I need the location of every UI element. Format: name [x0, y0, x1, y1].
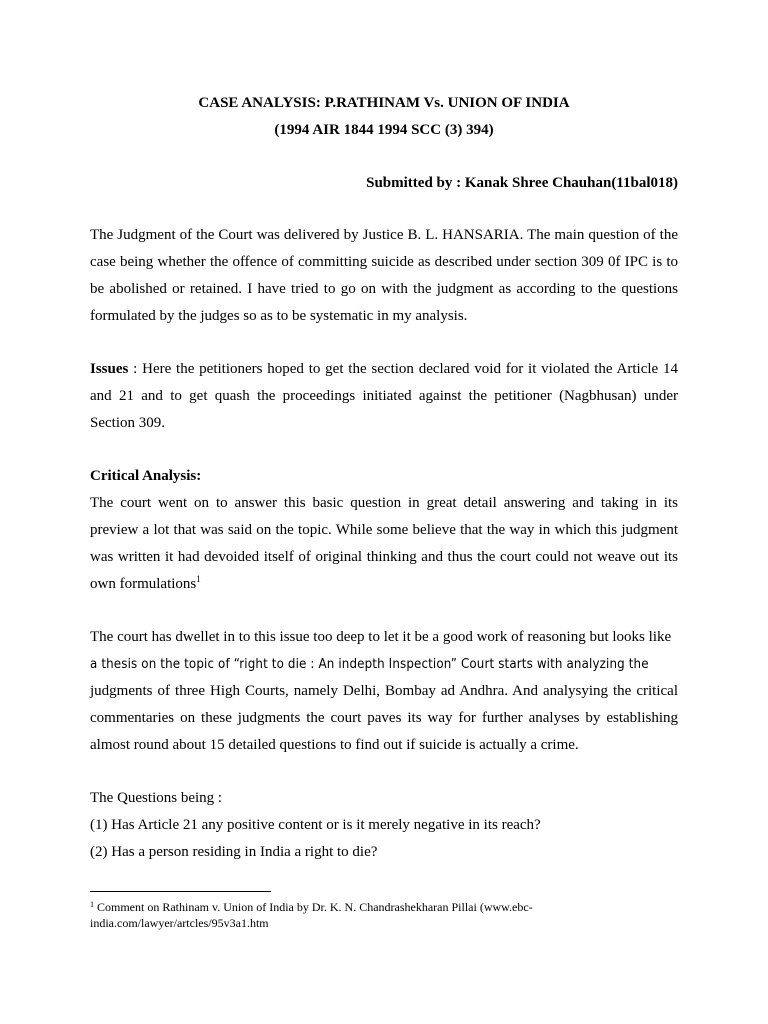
footnote-reference: 1 [196, 574, 201, 584]
question-item-2: (2) Has a person residing in India a right to die? [90, 844, 378, 860]
issues-label: Issues [90, 361, 129, 377]
critical-analysis-text: The court went on to answer this basic question in great detail answering and taking in its preview a lot that was said on the topic. While some believe that the way in which this judgment was written it had devoided itself of original thinking and thus the court could not weave out its own formulations [90, 495, 678, 592]
critical-analysis-heading: Critical Analysis: [90, 468, 202, 484]
court-line-1: The court has dwellet in to this issue too deep to let it be a good work of reasoning but looks like [90, 629, 672, 645]
critical-analysis-paragraph [90, 490, 678, 598]
intro-paragraph: The Judgment of the Court was delivered by Justice B. L. HANSARIA. The main question of the case being whether the offence of committing suicide as described under section 309 0f IPC is to be abolished or retained. I have tried to go on with the judgment as according to the questions formulated by the judges so as to be systematic in my analysis. [90, 227, 678, 324]
footnote [90, 899, 540, 931]
case-citation: (1994 AIR 1844 1994 SCC (3) 394) [274, 122, 494, 138]
issues-text: : Here the petitioners hoped to get the section declared void for it violated the Article 14 and 21 and to get quash the proceedings initiated against the petitioner (Nagbhusan) under Section 309. [90, 361, 678, 431]
submitted-by: Submitted by : Kanak Shree Chauhan(11bal018) [366, 175, 678, 191]
court-paragraph-rest: judgments of three High Courts, namely Delhi, Bombay ad Andhra. And analysying the critical commentaries on these judgments the court paves its way for further analyses by establishing almost round about 15 detailed questions to find out if suicide is actually a crime. [90, 683, 678, 753]
issues-paragraph [90, 356, 678, 437]
footnote-number: 1 [90, 900, 94, 909]
footnote-text: Comment on Rathinam v. Union of India by Dr. K. N. Chandrashekharan Pillai (www.ebc-india.com/lawyer/artcles/95v3a1.htm [90, 900, 533, 930]
court-paragraph [90, 624, 678, 759]
document-title: CASE ANALYSIS: P.RATHINAM Vs. UNION OF INDIA [198, 95, 570, 111]
court-line-2: a thesis on the topic of “right to die : An indepth Inspection” Court starts with analyzing the [90, 657, 649, 672]
footnote-separator [90, 891, 271, 892]
questions-intro: The Questions being : [90, 790, 223, 806]
question-item-1: (1) Has Article 21 any positive content or is it merely negative in its reach? [90, 817, 541, 833]
